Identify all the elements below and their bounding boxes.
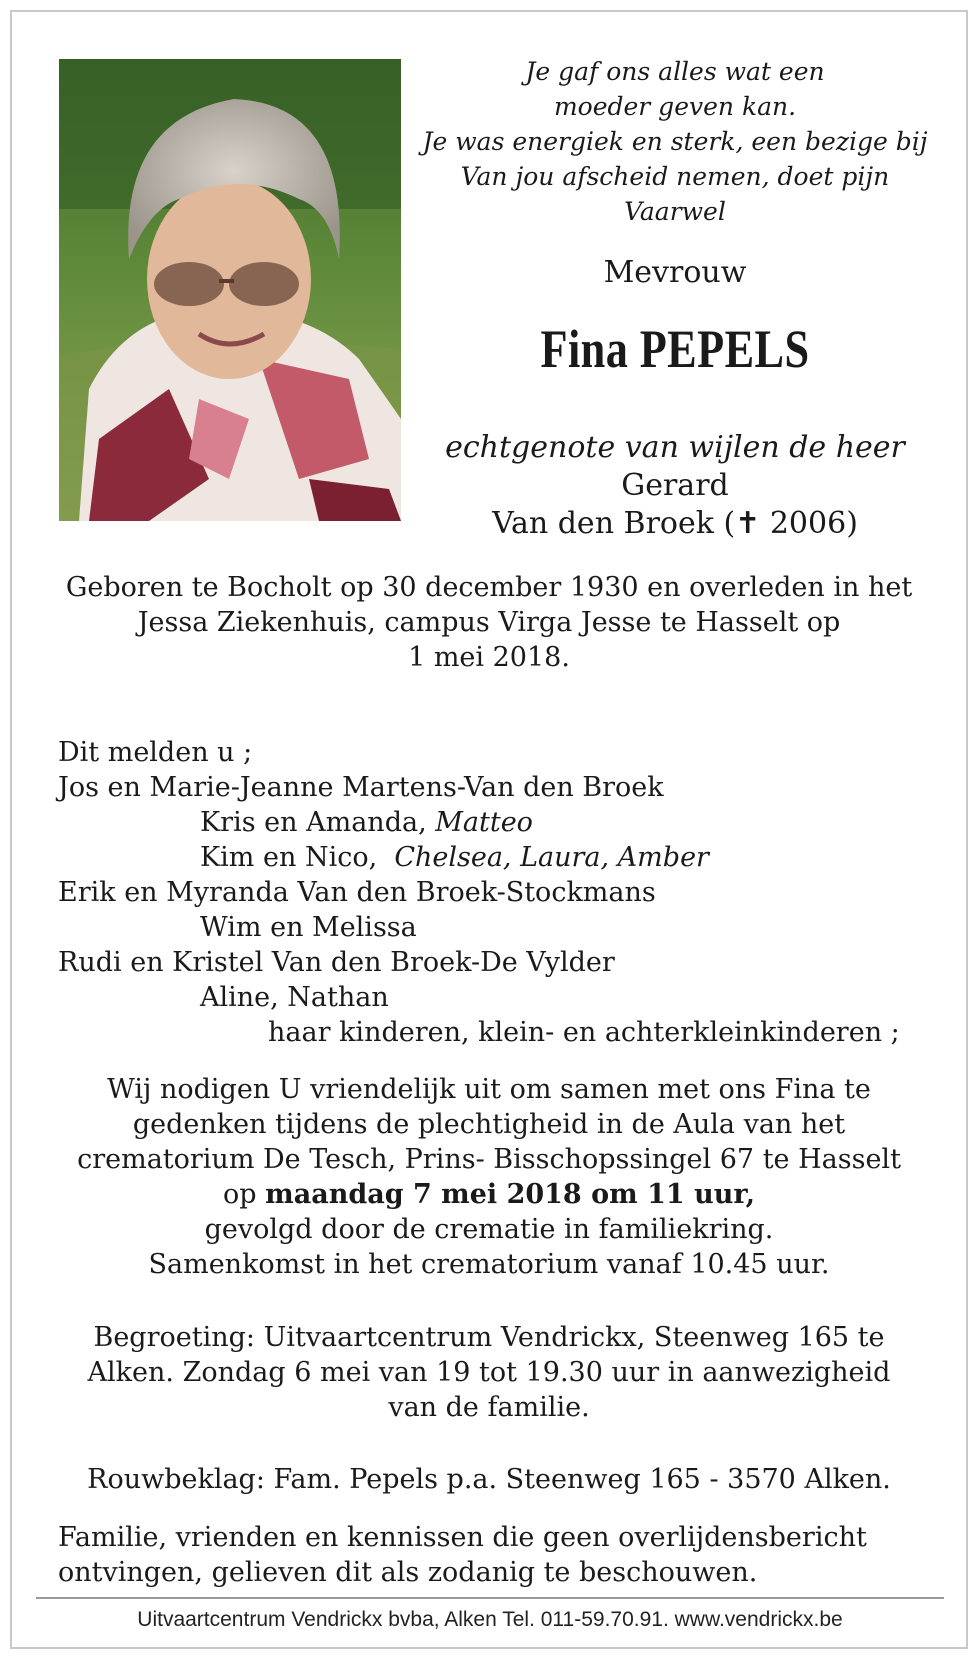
poem-line: Vaarwel bbox=[624, 197, 726, 226]
poem-line: moeder geven kan. bbox=[553, 92, 797, 121]
ceremony-text bbox=[58, 1072, 920, 1282]
spouse-relation: echtgenote van wijlen de heer bbox=[445, 430, 905, 465]
family-child: Erik en Myranda Van den Broek-Stockmans bbox=[58, 877, 656, 908]
spouse-first-name: Gerard bbox=[621, 468, 729, 503]
ceremony-line: crematorium De Tesch, Prins- Bisschopssingel 67 te Hasselt bbox=[77, 1144, 901, 1175]
poem-line: Van jou afscheid nemen, doet pijn bbox=[460, 162, 890, 191]
ceremony-date-line bbox=[58, 1177, 920, 1212]
poem-line: Je was energiek en sterk, een bezige bij bbox=[422, 127, 928, 156]
grandchild-names: Kris en Amanda, bbox=[200, 807, 427, 838]
birth-line: Jessa Ziekenhuis, campus Virga Jesse te Hasselt op bbox=[137, 607, 841, 638]
birth-line: Geboren te Bocholt op 30 december 1930 en overleden in het bbox=[65, 572, 913, 603]
poem-line: Je gaf ons alles wat een bbox=[525, 57, 825, 86]
family-list bbox=[58, 735, 920, 1050]
notice-line: ontvingen, gelieven dit als zodanig te beschouwen. bbox=[58, 1557, 758, 1588]
ceremony-line: Wij nodigen U vriendelijk uit om samen met ons Fina te bbox=[107, 1074, 871, 1105]
family-grandchildren bbox=[58, 840, 920, 875]
great-grandchild-names: Chelsea, Laura, Amber bbox=[394, 842, 709, 873]
condolence-line: Rouwbeklag: Fam. Pepels p.a. Steenweg 165 - 3570 Alken. bbox=[87, 1464, 891, 1495]
grandchild-names: Wim en Melissa bbox=[200, 912, 417, 943]
ceremony-date: maandag 7 mei 2018 om 11 uur, bbox=[265, 1179, 755, 1210]
honorific: Mevrouw bbox=[603, 255, 747, 290]
notice-text bbox=[58, 1520, 920, 1590]
spouse-last-name: Van den Broek (✝ 2006) bbox=[492, 506, 858, 541]
ceremony-line: gedenken tijdens de plechtigheid in de Aula van het bbox=[132, 1109, 846, 1140]
header-block bbox=[410, 54, 940, 543]
grandchild-names: Aline, Nathan bbox=[200, 982, 389, 1013]
greeting-text bbox=[58, 1320, 920, 1425]
greeting-line: van de familie. bbox=[388, 1392, 590, 1423]
greeting-line: Alken. Zondag 6 mei van 19 tot 19.30 uur in aanwezigheid bbox=[87, 1357, 891, 1388]
family-grandchildren bbox=[58, 805, 920, 840]
family-child: Jos en Marie-Jeanne Martens-Van den Broek bbox=[58, 772, 664, 803]
condolence-text bbox=[58, 1462, 920, 1497]
family-closing: haar kinderen, klein- en achterkleinkinderen ; bbox=[268, 1017, 900, 1048]
greeting-line: Begroeting: Uitvaartcentrum Vendrickx, Steenweg 165 te bbox=[93, 1322, 885, 1353]
ceremony-line: Samenkomst in het crematorium vanaf 10.45 uur. bbox=[148, 1249, 830, 1280]
birth-death-text bbox=[58, 570, 920, 675]
birth-line: 1 mei 2018. bbox=[408, 642, 570, 673]
notice-line: Familie, vrienden en kennissen die geen overlijdensbericht bbox=[58, 1522, 867, 1553]
ceremony-line: gevolgd door de crematie in familiekring. bbox=[204, 1214, 774, 1245]
portrait-photo bbox=[59, 59, 401, 521]
ceremony-date-prefix: op bbox=[223, 1179, 257, 1210]
family-intro: Dit melden u ; bbox=[58, 737, 253, 768]
footer-contact: Uitvaartcentrum Vendrickx bvba, Alken Tel. 011-59.70.91. www.vendrickx.be bbox=[137, 1608, 843, 1631]
family-child: Rudi en Kristel Van den Broek-De Vylder bbox=[58, 947, 615, 978]
deceased-name: Fina PEPELS bbox=[540, 319, 810, 379]
footer-divider bbox=[36, 1597, 944, 1599]
grandchild-names: Kim en Nico, bbox=[200, 842, 378, 873]
great-grandchild-names: Matteo bbox=[435, 807, 533, 838]
